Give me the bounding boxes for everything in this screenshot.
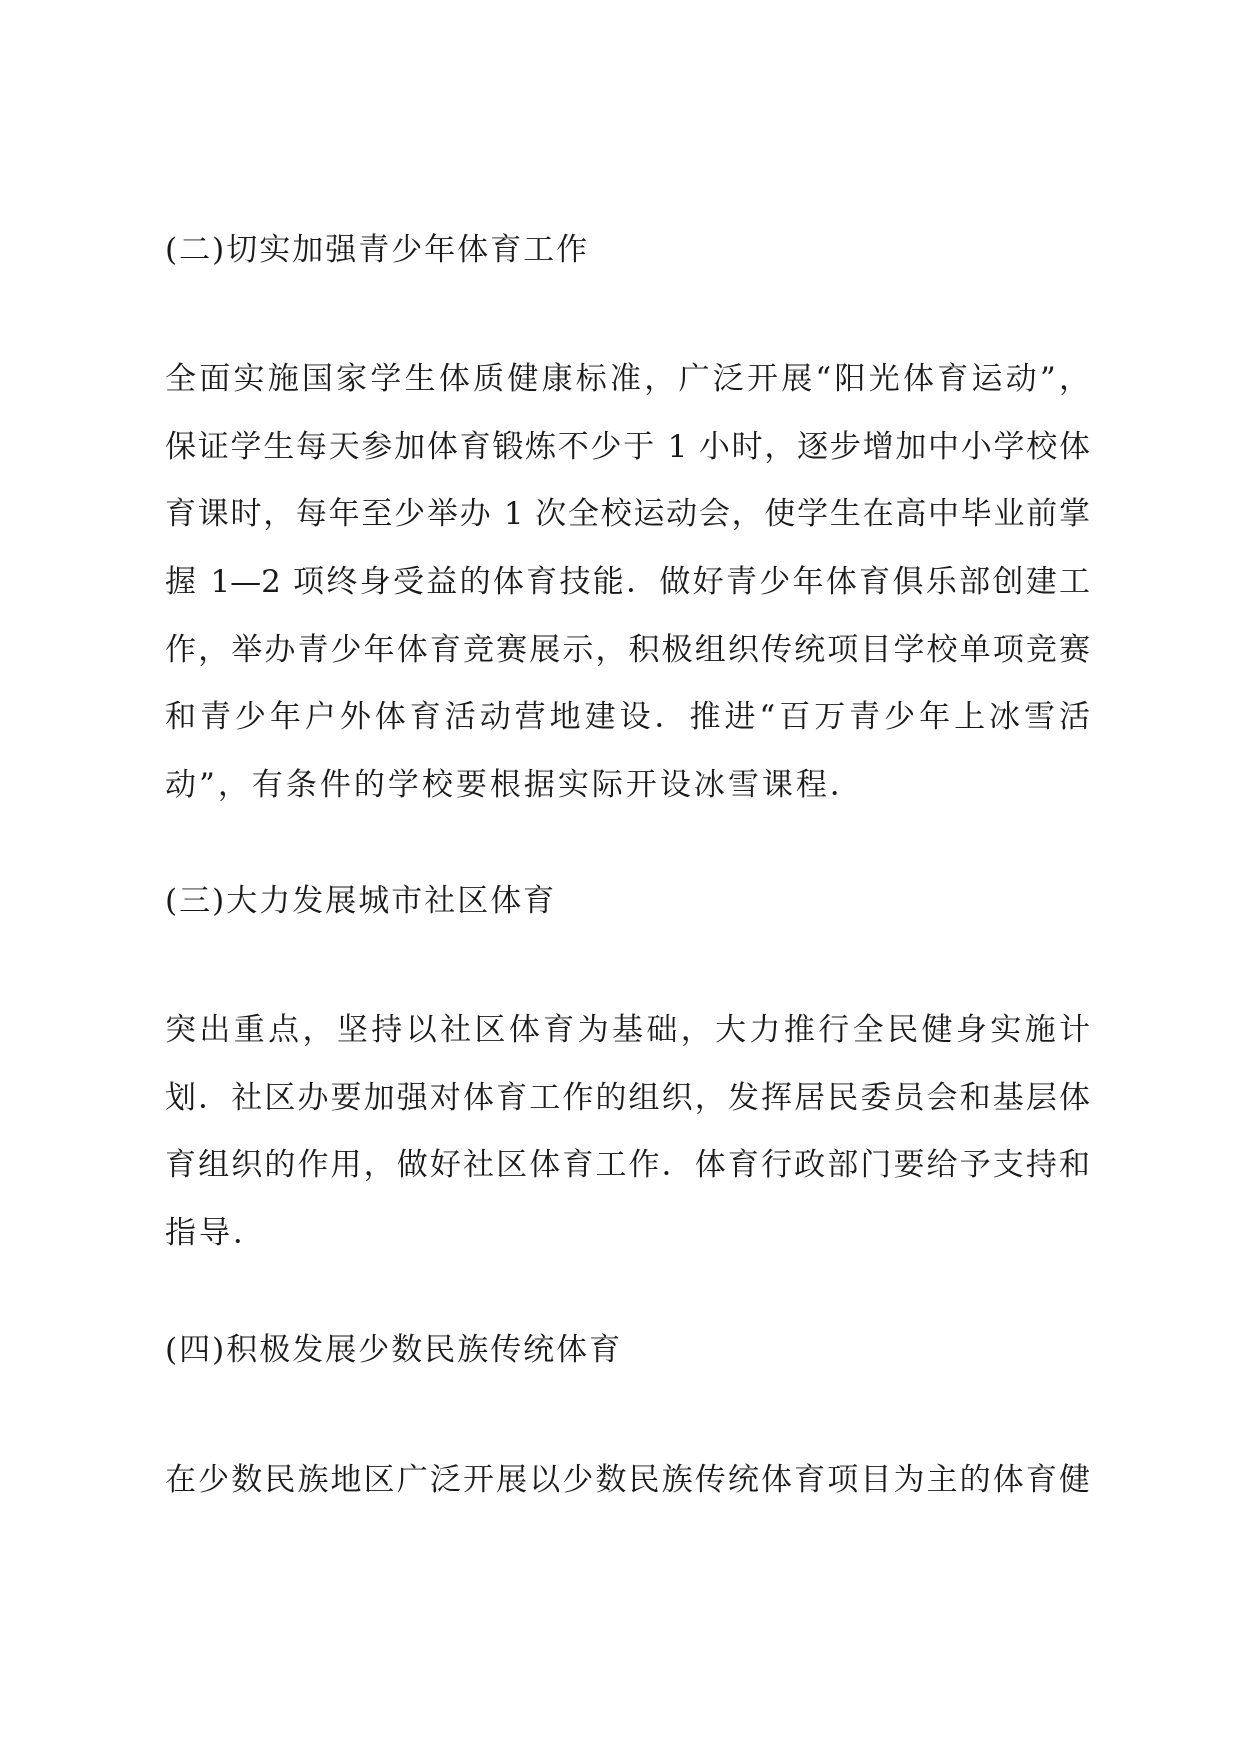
paragraph-line: 动”，有条件的学校要根据实际开设冰雪课程．	[165, 767, 864, 803]
section-heading-4: (四)积极发展少数民族传统体育	[165, 1332, 623, 1368]
paragraph-line: 握 1—2 项终身受益的体育技能．做好青少年体育俱乐部创建工	[165, 564, 1090, 600]
paragraph-line: 全面实施国家学生体质健康标准，广泛开展“阳光体育运动”，	[165, 361, 1090, 397]
paragraph-line: 突出重点，坚持以社区体育为基础，大力推行全民健身实施计	[165, 1012, 1090, 1048]
paragraph-line: 保证学生每天参加体育锻炼不少于 1 小时，逐步增加中小学校体	[165, 429, 1090, 465]
paragraph-line: 和青少年户外体育活动营地建设．推进“百万青少年上冰雪活	[165, 699, 1090, 735]
paragraph-line: 划．社区办要加强对体育工作的组织，发挥居民委员会和基层体	[165, 1080, 1090, 1116]
paragraph-line: 在少数民族地区广泛开展以少数民族传统体育项目为主的体育健	[165, 1462, 1090, 1498]
section-heading-2: (二)切实加强青少年体育工作	[165, 232, 590, 268]
paragraph-line: 育课时，每年至少举办 1 次全校运动会，使学生在高中毕业前掌	[165, 496, 1090, 532]
paragraph-line: 作，举办青少年体育竞赛展示，积极组织传统项目学校单项竞赛	[165, 632, 1090, 668]
paragraph-line: 指导．	[165, 1215, 267, 1251]
section-heading-3: (三)大力发展城市社区体育	[165, 883, 557, 919]
paragraph-line: 育组织的作用，做好社区体育工作．体育行政部门要给予支持和	[165, 1147, 1090, 1183]
